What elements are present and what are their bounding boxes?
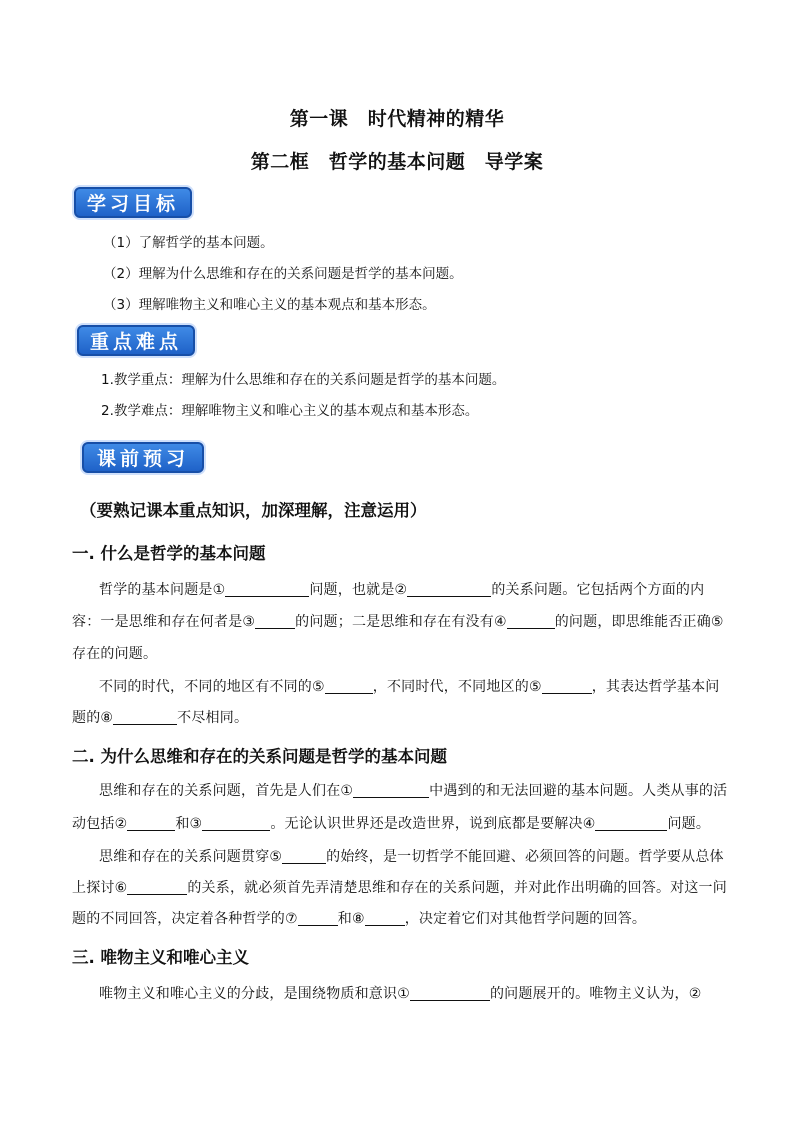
fill-blank[interactable]: [113, 709, 177, 725]
fill-blank[interactable]: [255, 613, 295, 629]
paragraph-line: 容：一是思维和存在何者是③ 的问题；二是思维和存在有没有④ 的问题，即思维能否正确⑤: [72, 614, 724, 630]
fill-blank[interactable]: [365, 910, 405, 926]
fill-blank[interactable]: [298, 910, 338, 926]
fill-blank[interactable]: [542, 678, 592, 694]
paragraph-line: 思维和存在的关系问题贯穿⑤ 的始终，是一切哲学不能回避、必须回答的问题。哲学要从总体: [99, 849, 724, 865]
badge-objectives: 学习目标: [74, 187, 192, 218]
objective-item: （1）了解哲学的基本问题。: [103, 235, 274, 251]
paragraph-line: 题的不同回答，决定着各种哲学的⑦ 和⑧ ，决定着它们对其他哲学问题的回答。: [72, 911, 647, 927]
paragraph-line: 哲学的基本问题是① 问题，也就是② 的关系问题。它包括两个方面的内: [99, 582, 705, 598]
fill-blank[interactable]: [507, 613, 555, 629]
objective-item: （2）理解为什么思维和存在的关系问题是哲学的基本问题。: [103, 266, 463, 282]
fill-blank[interactable]: [127, 879, 187, 895]
paragraph-line: 不同的时代，不同的地区有不同的⑤ ，不同时代，不同地区的⑤ ，其表达哲学基本问: [99, 679, 720, 695]
doc-subtitle: 第二框 哲学的基本问题 导学案: [250, 151, 544, 173]
fill-blank[interactable]: [325, 678, 373, 694]
preview-note: （要熟记课本重点知识，加深理解，注意运用）: [80, 501, 427, 520]
doc-title: 第一课 时代精神的精华: [289, 108, 505, 130]
key-point-item: 2.教学难点：理解唯物主义和唯心主义的基本观点和基本形态。: [101, 403, 479, 419]
fill-blank[interactable]: [353, 782, 429, 798]
fill-blank[interactable]: [282, 848, 326, 864]
objective-item: （3）理解唯物主义和唯心主义的基本观点和基本形态。: [103, 297, 436, 313]
paragraph-line: 存在的问题。: [72, 646, 158, 662]
fill-blank[interactable]: [595, 815, 667, 831]
section-heading: 三. 唯物主义和唯心主义: [72, 948, 250, 967]
fill-blank[interactable]: [410, 985, 490, 1001]
key-point-item: 1.教学重点：理解为什么思维和存在的关系问题是哲学的基本问题。: [101, 372, 506, 388]
paragraph-line: 动包括② 和③ 。无论认识世界还是改造世界，说到底都是要解决④ 问题。: [72, 816, 711, 832]
fill-blank[interactable]: [202, 815, 270, 831]
badge-preview: 课前预习: [82, 442, 204, 473]
paragraph-line: 唯物主义和唯心主义的分歧，是围绕物质和意识① 的问题展开的。唯物主义认为，②: [99, 986, 702, 1002]
paragraph-line: 上探讨⑥ 的关系，就必须首先弄清楚思维和存在的关系问题，并对此作出明确的回答。对这一问: [72, 880, 727, 896]
section-heading: 二. 为什么思维和存在的关系问题是哲学的基本问题: [72, 747, 448, 766]
section-heading: 一. 什么是哲学的基本问题: [72, 544, 266, 563]
fill-blank[interactable]: [407, 581, 491, 597]
paragraph-line: 题的⑧ 不尽相同。: [72, 710, 249, 726]
paragraph-line: 思维和存在的关系问题，首先是人们在① 中遇到的和无法回避的基本问题。人类从事的活: [99, 783, 728, 799]
badge-key-points: 重点难点: [77, 325, 195, 356]
fill-blank[interactable]: [225, 581, 309, 597]
fill-blank[interactable]: [127, 815, 175, 831]
